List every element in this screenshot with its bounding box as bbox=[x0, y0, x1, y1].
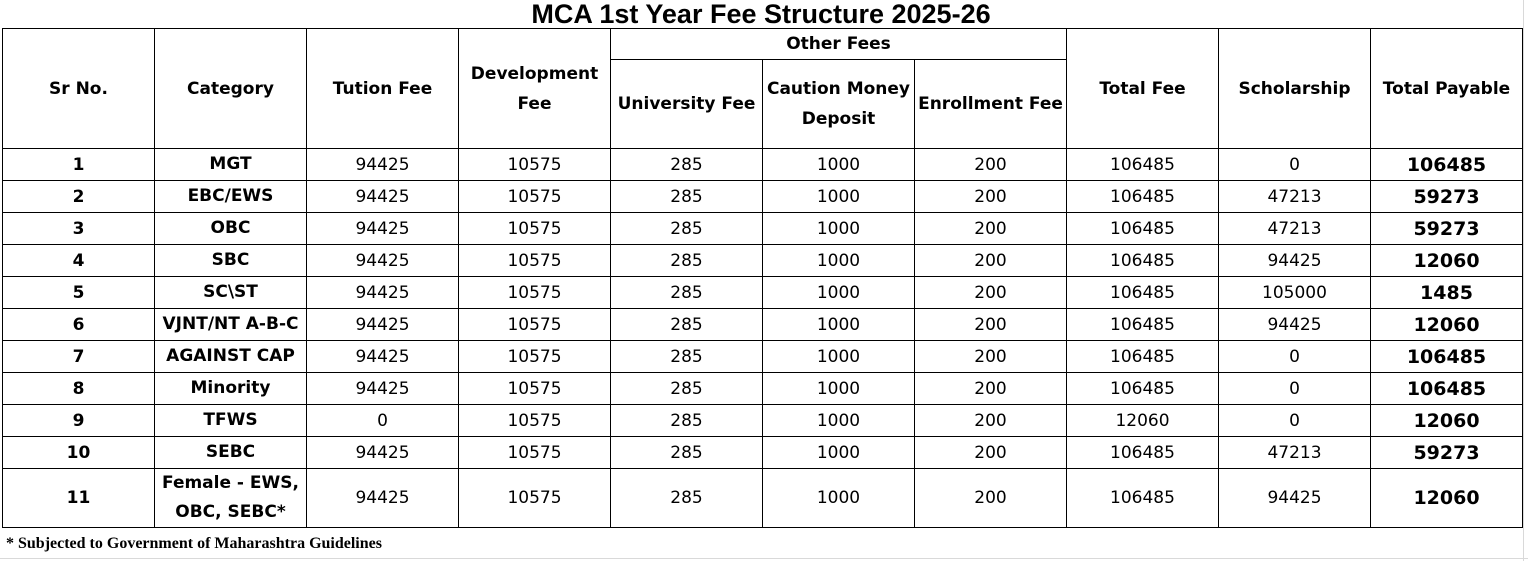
cell-university-fee: 285 bbox=[611, 181, 763, 213]
cell-scholarship: 0 bbox=[1219, 341, 1371, 373]
cell-total-payable: 59273 bbox=[1371, 437, 1523, 469]
cell-development-fee: 10575 bbox=[459, 437, 611, 469]
cell-university-fee: 285 bbox=[611, 277, 763, 309]
page-title: MCA 1st Year Fee Structure 2025-26 bbox=[531, 0, 991, 29]
table-row bbox=[3, 149, 1523, 181]
cell-category: SC\ST bbox=[155, 277, 307, 309]
header-other-fees: Other Fees bbox=[611, 29, 1067, 60]
cell-scholarship: 94425 bbox=[1219, 245, 1371, 277]
cell-total-payable: 106485 bbox=[1371, 373, 1523, 405]
cell-university-fee: 285 bbox=[611, 437, 763, 469]
cell-sr-no: 11 bbox=[3, 469, 155, 528]
header-total-payable: Total Payable bbox=[1371, 29, 1523, 149]
cell-enrollment-fee: 200 bbox=[915, 309, 1067, 341]
cell-tuition-fee: 94425 bbox=[307, 181, 459, 213]
cell-category: OBC bbox=[155, 213, 307, 245]
cell-sr-no: 5 bbox=[3, 277, 155, 309]
cell-sr-no: 7 bbox=[3, 341, 155, 373]
cell-total-fee: 106485 bbox=[1067, 245, 1219, 277]
cell-category: TFWS bbox=[155, 405, 307, 437]
cell-sr-no: 4 bbox=[3, 245, 155, 277]
header-enrollment-fee: Enrollment Fee bbox=[915, 60, 1067, 149]
cell-tuition-fee: 94425 bbox=[307, 437, 459, 469]
table-row bbox=[3, 309, 1523, 341]
header-total-fee: Total Fee bbox=[1067, 29, 1219, 149]
header-caution-money: Caution Money Deposit bbox=[763, 60, 915, 149]
cell-development-fee: 10575 bbox=[459, 469, 611, 528]
cell-caution-money: 1000 bbox=[763, 341, 915, 373]
cell-university-fee: 285 bbox=[611, 213, 763, 245]
table-row bbox=[3, 405, 1523, 437]
cell-total-payable: 1485 bbox=[1371, 277, 1523, 309]
cell-university-fee: 285 bbox=[611, 469, 763, 528]
cell-enrollment-fee: 200 bbox=[915, 405, 1067, 437]
cell-development-fee: 10575 bbox=[459, 213, 611, 245]
cell-enrollment-fee: 200 bbox=[915, 373, 1067, 405]
cell-sr-no: 6 bbox=[3, 309, 155, 341]
cell-enrollment-fee: 200 bbox=[915, 277, 1067, 309]
cell-scholarship: 47213 bbox=[1219, 181, 1371, 213]
cell-enrollment-fee: 200 bbox=[915, 213, 1067, 245]
cell-tuition-fee: 94425 bbox=[307, 309, 459, 341]
fee-structure-table bbox=[2, 28, 1523, 528]
cell-enrollment-fee: 200 bbox=[915, 149, 1067, 181]
cell-total-fee: 106485 bbox=[1067, 277, 1219, 309]
cell-university-fee: 285 bbox=[611, 245, 763, 277]
table-row bbox=[3, 437, 1523, 469]
cell-caution-money: 1000 bbox=[763, 469, 915, 528]
cell-total-fee: 106485 bbox=[1067, 437, 1219, 469]
cell-category: AGAINST CAP bbox=[155, 341, 307, 373]
cell-caution-money: 1000 bbox=[763, 373, 915, 405]
cell-university-fee: 285 bbox=[611, 373, 763, 405]
cell-total-payable: 59273 bbox=[1371, 181, 1523, 213]
cell-total-fee: 106485 bbox=[1067, 181, 1219, 213]
cell-enrollment-fee: 200 bbox=[915, 181, 1067, 213]
cell-scholarship: 94425 bbox=[1219, 309, 1371, 341]
cell-scholarship: 47213 bbox=[1219, 437, 1371, 469]
cell-total-payable: 59273 bbox=[1371, 213, 1523, 245]
header-sr-no: Sr No. bbox=[3, 29, 155, 149]
cell-caution-money: 1000 bbox=[763, 437, 915, 469]
header-development-fee: Development Fee bbox=[459, 29, 611, 149]
header-university-fee: University Fee bbox=[611, 60, 763, 149]
cell-caution-money: 1000 bbox=[763, 149, 915, 181]
cell-total-fee: 106485 bbox=[1067, 149, 1219, 181]
cell-scholarship: 0 bbox=[1219, 149, 1371, 181]
cell-sr-no: 3 bbox=[3, 213, 155, 245]
cell-development-fee: 10575 bbox=[459, 341, 611, 373]
sheet-gridline bbox=[0, 558, 1528, 559]
cell-total-fee: 106485 bbox=[1067, 309, 1219, 341]
cell-tuition-fee: 94425 bbox=[307, 149, 459, 181]
cell-university-fee: 285 bbox=[611, 149, 763, 181]
table-row bbox=[3, 373, 1523, 405]
cell-total-fee: 106485 bbox=[1067, 341, 1219, 373]
table-row bbox=[3, 277, 1523, 309]
cell-university-fee: 285 bbox=[611, 309, 763, 341]
cell-tuition-fee: 94425 bbox=[307, 277, 459, 309]
cell-caution-money: 1000 bbox=[763, 181, 915, 213]
cell-total-payable: 12060 bbox=[1371, 309, 1523, 341]
cell-caution-money: 1000 bbox=[763, 213, 915, 245]
header-scholarship: Scholarship bbox=[1219, 29, 1371, 149]
cell-total-fee: 12060 bbox=[1067, 405, 1219, 437]
cell-total-payable: 12060 bbox=[1371, 405, 1523, 437]
cell-category: EBC/EWS bbox=[155, 181, 307, 213]
cell-caution-money: 1000 bbox=[763, 277, 915, 309]
cell-enrollment-fee: 200 bbox=[915, 437, 1067, 469]
cell-total-payable: 12060 bbox=[1371, 245, 1523, 277]
cell-total-fee: 106485 bbox=[1067, 469, 1219, 528]
cell-scholarship: 94425 bbox=[1219, 469, 1371, 528]
cell-tuition-fee: 0 bbox=[307, 405, 459, 437]
cell-development-fee: 10575 bbox=[459, 309, 611, 341]
cell-enrollment-fee: 200 bbox=[915, 245, 1067, 277]
cell-tuition-fee: 94425 bbox=[307, 373, 459, 405]
cell-development-fee: 10575 bbox=[459, 405, 611, 437]
table-row bbox=[3, 181, 1523, 213]
cell-scholarship: 0 bbox=[1219, 373, 1371, 405]
cell-caution-money: 1000 bbox=[763, 405, 915, 437]
header-category: Category bbox=[155, 29, 307, 149]
cell-scholarship: 47213 bbox=[1219, 213, 1371, 245]
cell-total-payable: 12060 bbox=[1371, 469, 1523, 528]
cell-university-fee: 285 bbox=[611, 341, 763, 373]
table-row bbox=[3, 469, 1523, 528]
cell-development-fee: 10575 bbox=[459, 373, 611, 405]
table-row bbox=[3, 245, 1523, 277]
cell-tuition-fee: 94425 bbox=[307, 341, 459, 373]
cell-category: Female - EWS, OBC, SEBC* bbox=[155, 469, 307, 528]
sheet-gridline bbox=[1523, 0, 1524, 561]
cell-university-fee: 285 bbox=[611, 405, 763, 437]
cell-category: VJNT/NT A-B-C bbox=[155, 309, 307, 341]
cell-category: SEBC bbox=[155, 437, 307, 469]
cell-development-fee: 10575 bbox=[459, 277, 611, 309]
cell-category: SBC bbox=[155, 245, 307, 277]
table-row bbox=[3, 341, 1523, 373]
cell-enrollment-fee: 200 bbox=[915, 341, 1067, 373]
cell-scholarship: 105000 bbox=[1219, 277, 1371, 309]
cell-tuition-fee: 94425 bbox=[307, 245, 459, 277]
cell-development-fee: 10575 bbox=[459, 181, 611, 213]
cell-sr-no: 2 bbox=[3, 181, 155, 213]
cell-caution-money: 1000 bbox=[763, 245, 915, 277]
cell-category: MGT bbox=[155, 149, 307, 181]
cell-sr-no: 8 bbox=[3, 373, 155, 405]
cell-development-fee: 10575 bbox=[459, 149, 611, 181]
cell-sr-no: 9 bbox=[3, 405, 155, 437]
cell-total-fee: 106485 bbox=[1067, 373, 1219, 405]
cell-total-fee: 106485 bbox=[1067, 213, 1219, 245]
cell-sr-no: 10 bbox=[3, 437, 155, 469]
cell-enrollment-fee: 200 bbox=[915, 469, 1067, 528]
footnote: * Subjected to Government of Maharashtra Guidelines bbox=[6, 535, 382, 552]
cell-tuition-fee: 94425 bbox=[307, 213, 459, 245]
cell-development-fee: 10575 bbox=[459, 245, 611, 277]
cell-category: Minority bbox=[155, 373, 307, 405]
cell-caution-money: 1000 bbox=[763, 309, 915, 341]
cell-total-payable: 106485 bbox=[1371, 341, 1523, 373]
table-row bbox=[3, 213, 1523, 245]
cell-scholarship: 0 bbox=[1219, 405, 1371, 437]
fee-table-body bbox=[3, 149, 1523, 528]
cell-total-payable: 106485 bbox=[1371, 149, 1523, 181]
cell-sr-no: 1 bbox=[3, 149, 155, 181]
header-tuition-fee: Tution Fee bbox=[307, 29, 459, 149]
cell-tuition-fee: 94425 bbox=[307, 469, 459, 528]
